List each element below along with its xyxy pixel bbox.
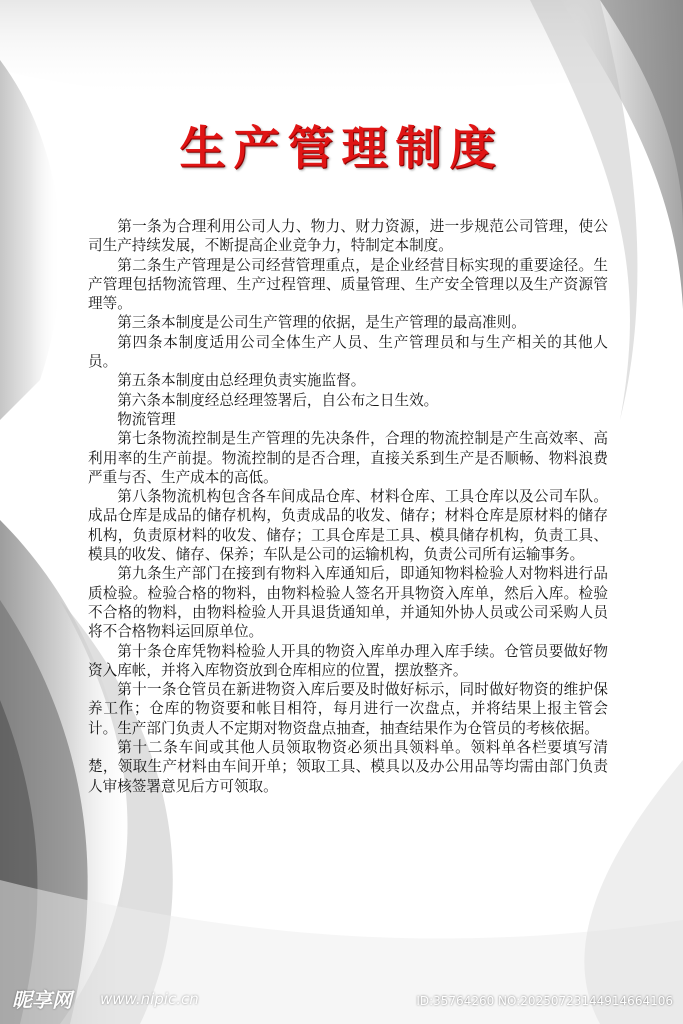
paragraph: 第十一条仓管员在新进物资入库后要及时做好标示，同时做好物资的维护保养工作；仓库的物资要和帐目相符，每月进行一次盘点，并将结果上报主管会计。生产部门负责人不定期对物资盘点抽查，抽查结果作为仓管员的考核依据。 (88, 681, 608, 737)
section-heading: 物流管理 (117, 410, 176, 428)
regulation-body (88, 217, 608, 796)
paragraph: 第二条生产管理是公司经营管理重点，是企业经营目标实现的重要途径。生产管理包括物流管理、生产过程管理、质量管理、生产安全管理以及生产资源管理等。 (88, 256, 608, 313)
watermark-id: ID:35764260 NO:20250723144914664106 (416, 994, 673, 1008)
paragraph: 第十条仓库凭物料检验人开具的物资入库单办理入库手续。仓管员要做好物资入库帐，并将入库物资放到仓库相应的位置，摆放整齐。 (88, 642, 608, 679)
paragraph: 第五条本制度由总经理负责实施监督。 (117, 372, 366, 390)
paragraph: 第一条为合理利用公司人力、物力、财力资源，进一步规范公司管理，使公司生产持续发展，不断提高企业竞争力，特制定本制度。 (88, 218, 608, 255)
paragraph: 第七条物流控制是生产管理的先决条件，合理的物流控制是产生高效率、高利用率的生产前提。物流控制的是否合理，直接关系到生产是否顺畅、物料浪费严重与否、生产成本的高低。 (88, 430, 608, 486)
paragraph: 第八条物流机构包含各车间成品仓库、材料仓库、工具仓库以及公司车队。成品仓库是成品的储存机构，负责成品的收发、储存；材料仓库是原材料的储存机构，负责原材料的收发、储存；工具仓库是工具、模具储存机构，负责工具、模具的收发、储存、保养；车队是公司的运输机构，负责公司所有运输事务。 (88, 488, 608, 564)
watermark-logo: 昵享网 (12, 988, 72, 1012)
paragraph: 第十二条车间或其他人员领取物资必须出具领料单。领料单各栏要填写清楚，领取生产材料由车间开单；领取工具、模具以及办公用品等均需由部门负责人审核签署意见后方可领取。 (88, 739, 608, 795)
paragraph: 第四条本制度适用公司全体生产人员、生产管理员和与生产相关的其他人员。 (88, 333, 608, 371)
paragraph: 第九条生产部门在接到有物料入库通知后，即通知物料检验人对物料进行品质检验。检验合格的物料，由物料检验人签名开具物资入库单，然后入库。检验不合格的物料，由物料检验人开具退货通知单，并通知外协人员或公司采购人员将不合格物料运回原单位。 (88, 565, 608, 641)
watermark-url: www.nipic.cn (100, 990, 199, 1008)
paragraph: 第六条本制度经总经理签署后，自公布之日生效。 (117, 391, 439, 409)
page-title: 生产管理制度 (179, 121, 504, 175)
paragraph: 第三条本制度是公司生产管理的依据，是生产管理的最高准则。 (117, 314, 526, 332)
